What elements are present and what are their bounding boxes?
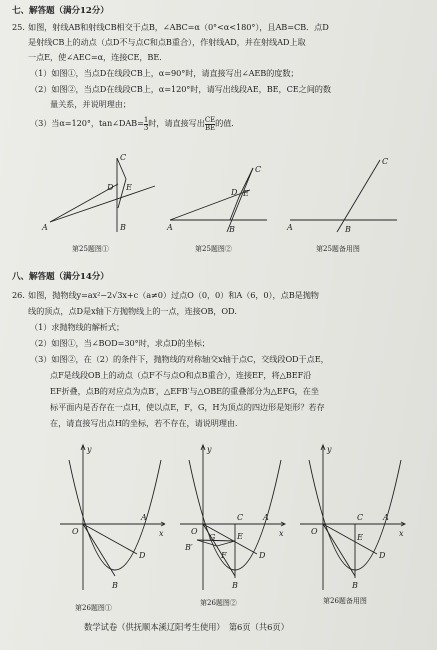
label-o: O [72,527,79,536]
q26-figure-2 [175,440,290,595]
q25-part-3-post: 的值． [215,118,240,128]
q26-part-3e: 在，请直接写出点H的坐标，若不存在，请说明理由． [50,418,244,428]
ray-cb [337,160,380,232]
label-x: x [279,529,284,538]
q25-part-1: （1）如图①，当点D在线段CB上，α=90°时，请直接写出∠AEB的度数； [30,68,299,78]
segment-be [118,179,126,208]
q25-part-3-mid: 时，请直接写出 [148,118,205,128]
label-y: y [207,445,212,454]
q26-line-2: 线的顶点，点D是x轴下方抛物线上的一点，连接OB，OD． [28,306,243,316]
label-f: F [221,551,227,560]
segment-be [230,197,239,220]
q25-caption-3: 第25题备用图 [316,245,360,253]
label-c: C [237,513,244,522]
q26-caption-2: 第26题图② [200,599,237,607]
label-a: A [42,223,48,232]
q26-number: 26. [12,290,25,300]
label-a: A [287,223,293,232]
ray-cb [227,168,253,232]
fraction-ce-be [205,117,215,132]
ray-ab [50,186,155,222]
q25-caption-1: 第25题图① [72,245,109,253]
label-x: x [399,529,404,538]
q25-line-2: 是射线CB上的动点（点D不与点C和点B重合），作射线AD，并在射线AD上取 [28,37,306,47]
label-b: B [232,581,238,590]
q26-part-1: （1）求抛物线的解析式； [30,322,125,332]
label-d: D [259,551,266,560]
frac2-den: BE [204,123,215,132]
q25-part-2a: （2）如图②，当点D在线段CB上，α=120°时，请写出线段AE，BE，CE之间的数 [30,84,331,94]
segment-ob [83,524,115,576]
label-b: B [352,581,358,590]
section-8-header: 八、解答题（满分14分） [12,272,109,282]
section-7-header: 七、解答题（满分12分） [12,6,109,16]
q26-part-3d: 标平面内是否存在一点H，使以点E，F，G，H为顶点的四边形是矩形？若存 [50,402,325,412]
label-b: B [112,581,118,590]
label-a: A [383,513,389,522]
segment-ob [203,524,235,576]
label-a: A [141,513,147,522]
frac-den: 3 [143,123,149,132]
label-d: D [379,551,386,560]
label-e: E [243,189,249,198]
label-a: A [263,513,269,522]
q25-line-3: 一点E，使∠AEC=α，连接CE，BE． [28,52,168,62]
q25-figure-2 [165,150,275,235]
label-g: G [209,533,216,542]
label-d: D [107,183,114,192]
label-c: C [357,513,364,522]
frac2-num: CE [204,115,216,124]
q26-part-2: （2）如图①，当∠BOD=30°时，求点D的坐标； [30,338,210,348]
q26-part-3c: EF折叠，点B的对应点为点B′，△EFB′与△OBE的重叠部分为△EFG，在坐 [50,386,319,396]
label-o: O [311,527,318,536]
q25-caption-2: 第25题图② [195,245,232,253]
q26-caption-1: 第26题图① [75,604,112,612]
label-b: B [229,225,235,234]
q25-part-3-pre: （3）当α=120°，tan∠DAB= [30,118,144,128]
label-b: B [345,225,351,234]
label-d: D [231,188,238,197]
q25-number: 25. [12,22,25,32]
label-b: B [120,223,126,232]
page-footer: 数学试卷（供抚顺本溪辽阳考生使用） 第6页（共6页） [84,622,289,632]
label-c: C [255,165,262,174]
q25-figure-3 [285,150,405,235]
label-b-prime: B′ [185,543,193,552]
label-e: E [357,533,363,542]
q25-figure-1 [40,150,160,235]
label-o: O [191,527,198,536]
label-y: y [327,445,332,454]
label-a: A [167,223,173,232]
q25-part-2b: 量关系，并说明理由； [50,99,131,109]
label-e: E [126,183,132,192]
q26-line-1: 如图，抛物线y=ax²−2√3x+c（a≠0）过点O（0，0）和A（6，0），点B是抛物 [28,290,319,300]
label-c: C [120,153,127,162]
q25-line-1: 如图，射线AB和射线CB相交于点B，∠ABC=α（0°<α<180°），且AB=CB．点D [28,22,329,32]
label-y: y [87,445,92,454]
label-d: D [139,551,146,560]
label-e: E [237,532,243,541]
q26-figure-3 [295,440,410,595]
label-x: x [159,529,164,538]
segment-ob [323,524,355,576]
q26-figure-1 [55,440,170,595]
q25-part-3 [30,113,239,133]
frac-num: 1 [143,115,149,124]
segment-ef [217,541,235,546]
segment-od [323,524,377,554]
q26-caption-3: 第26题备用图 [323,597,367,605]
q26-part-3a: （3）如图②，在（2）的条件下，抛物线的对称轴交x轴于点C，交线段OD于点E， [30,354,329,364]
x-axis-arrow [160,522,165,526]
segment-od [83,524,137,554]
q26-part-3b: 点F是线段OB上的动点（点F不与点O和点B重合），连接EF，将△BEF沿 [50,370,312,380]
label-c: C [382,157,389,166]
